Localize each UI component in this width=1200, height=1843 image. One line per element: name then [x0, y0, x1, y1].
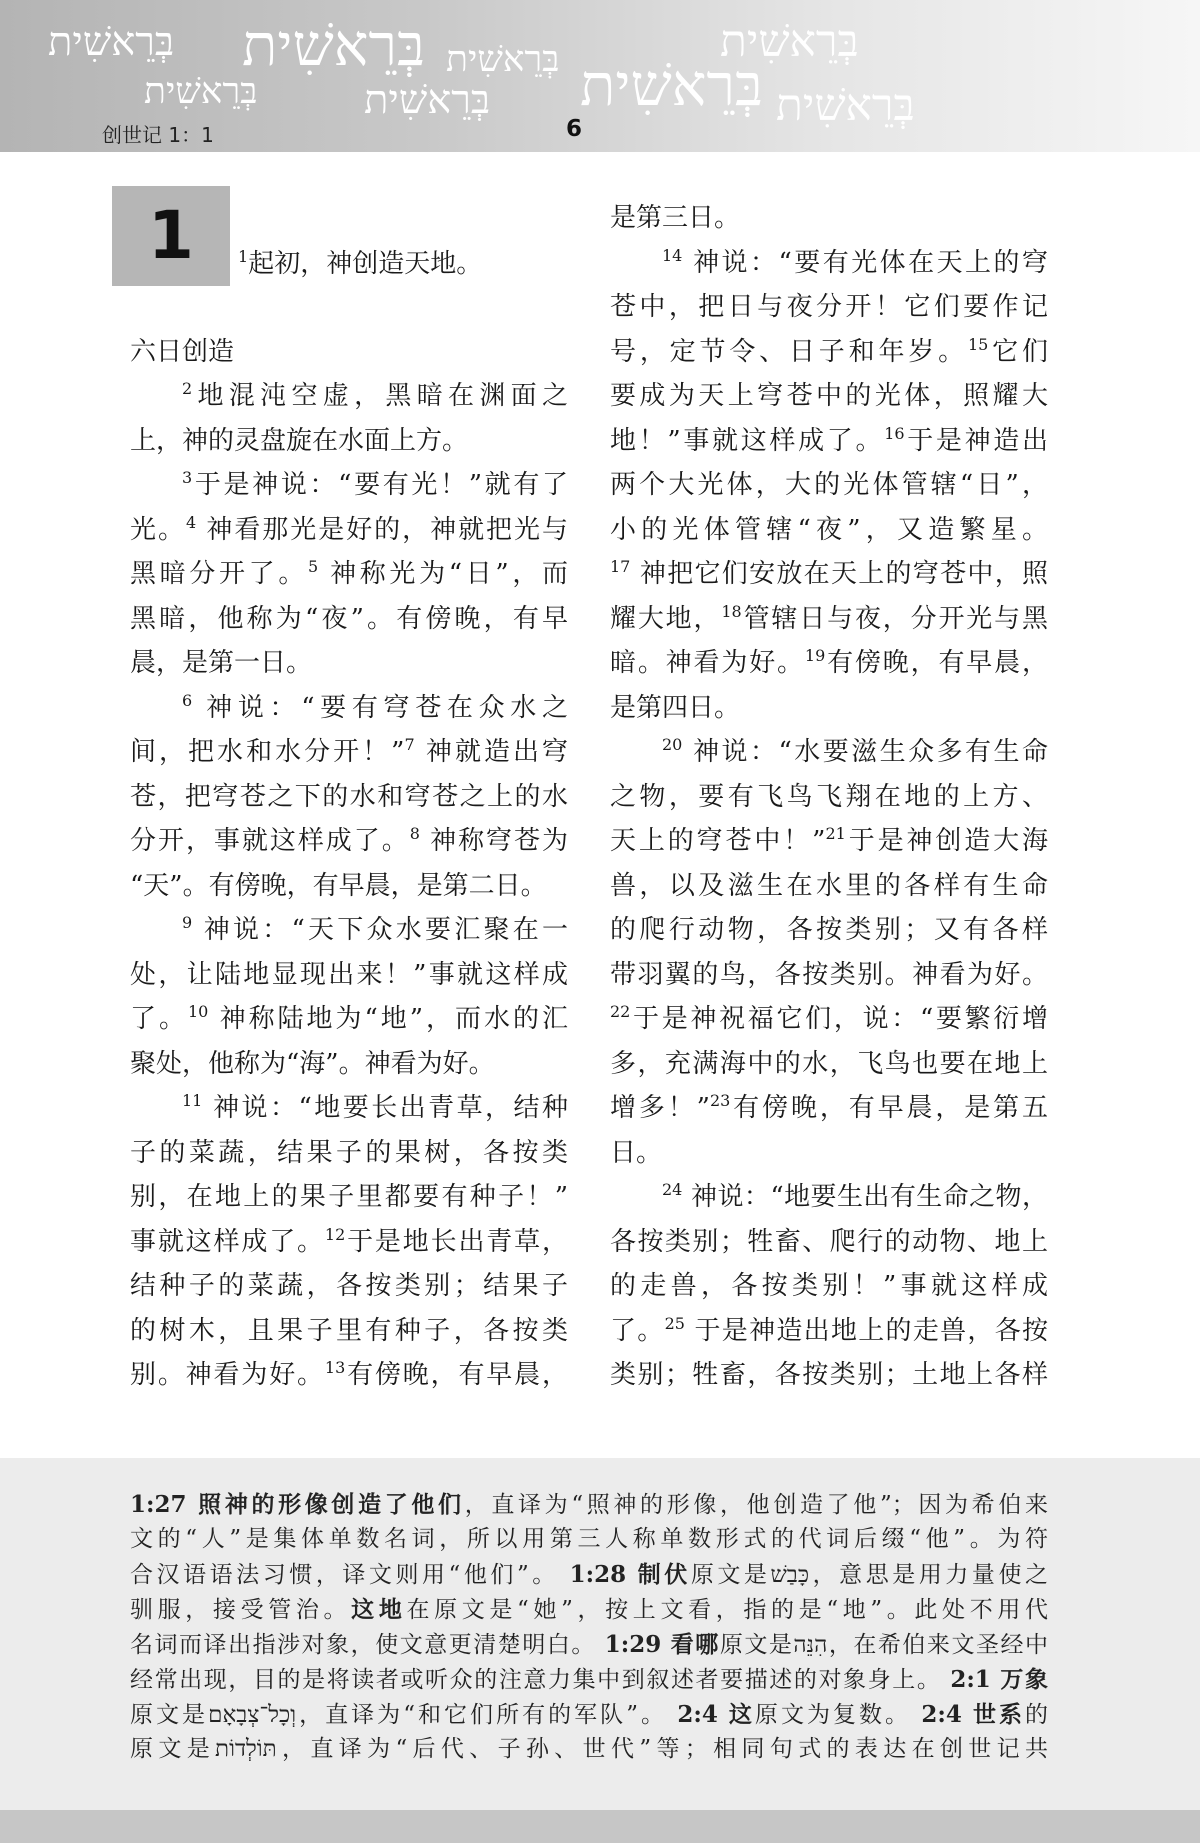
footnote-line	[130, 1735, 1048, 1764]
text-run: 神称光为“日”，而	[318, 559, 568, 589]
text-line	[130, 825, 568, 857]
text-run: 原文是	[130, 1702, 209, 1728]
text-run: “天”。有傍晚，有早晨，是第二日。	[130, 870, 547, 901]
text-run: 于是神说：“要有光！”就有了	[192, 470, 568, 500]
text-run: 兽，以及滋生在水里的各样有生命	[610, 870, 1048, 901]
text-line	[610, 959, 1048, 991]
text-line	[182, 692, 568, 724]
text-run: 了。	[610, 1315, 665, 1346]
text-line	[130, 1003, 568, 1035]
text-line	[130, 558, 568, 590]
text-line	[130, 959, 568, 991]
text-run: 神说：“水要滋生众多有生命	[682, 737, 1048, 767]
text-run: 经常出现，目的是将读者或听众的注意力集中到叙述者要描述的对象身上。	[130, 1667, 951, 1693]
text-run: 光。	[130, 514, 186, 545]
verse-number: 5	[307, 557, 319, 576]
text-run: 各按类别；牲畜、爬行的动物、地上	[610, 1226, 1048, 1257]
verse-number: 22	[610, 1002, 631, 1021]
verse-number: 25	[664, 1313, 685, 1333]
text-run: 原文为复数。	[754, 1702, 922, 1728]
text-run: 有傍晚，有早晨，是第五	[730, 1093, 1048, 1123]
verse-1-line	[238, 248, 482, 280]
verse-number: 8	[409, 824, 420, 843]
text-run: 类别；牲畜，各按类别；土地上各样	[610, 1360, 1048, 1390]
header-hebrew-word: בְּרֵאשִׁית	[580, 51, 763, 119]
header-hebrew-word: בְּרֵאשִׁית	[48, 19, 175, 65]
text-run: 神看那光是好的，神就把光与	[196, 514, 568, 545]
text-run: 原文是	[690, 1562, 771, 1588]
text-line	[130, 1226, 568, 1258]
text-run: 别。神看为好。	[130, 1360, 325, 1390]
text-run: 神说：“要有光体在天上的穹	[682, 247, 1048, 278]
hebrew-term: הִנֵּה	[793, 1632, 828, 1658]
text-line	[610, 425, 1048, 457]
text-line	[130, 781, 568, 813]
text-run: 聚处，他称为“海”。神看为好。	[130, 1048, 495, 1079]
text-line	[610, 781, 1048, 813]
hebrew-term: כָּבַשׁ	[770, 1562, 810, 1588]
verse-number: 16	[884, 423, 905, 443]
chapter-number: 1	[148, 197, 194, 274]
verse-number: 14	[662, 245, 683, 265]
text-line	[130, 1181, 568, 1213]
footnote-line	[130, 1630, 1048, 1659]
text-line	[610, 1092, 1048, 1124]
text-line	[610, 1270, 1048, 1302]
header-hebrew-word: בְּרֵאשִׁית	[242, 11, 425, 79]
text-line	[610, 870, 1048, 902]
text-run: 晨，是第一日。	[130, 648, 313, 678]
text-run: 日。	[610, 1137, 663, 1168]
text-line	[182, 469, 568, 501]
header-hebrew-word: בְּרֵאשִׁית	[720, 16, 859, 67]
verse-number: 3	[182, 468, 193, 487]
text-run: 苍中，把日与夜分开！它们要作记	[610, 292, 1048, 322]
text-line	[610, 202, 1048, 234]
verse-number: 21	[825, 824, 846, 843]
text-run: 小的光体管辖“夜”，又造繁星。	[610, 514, 1048, 545]
footnote-line	[130, 1490, 1048, 1519]
text-line	[610, 603, 1048, 635]
text-line	[182, 914, 568, 946]
text-line	[130, 870, 568, 902]
text-run: 的爬行动物，各按类别；又有各样	[610, 915, 1048, 945]
footnotes-panel	[0, 1458, 1200, 1810]
verse-number: 24	[662, 1180, 683, 1199]
text-run: 黑暗分开了。	[130, 559, 308, 589]
text-run: 别，在地上的果子里都要有种子！”	[130, 1182, 568, 1212]
text-run: 暗。神看为好。	[610, 648, 805, 678]
text-line	[662, 1181, 1048, 1213]
text-run: ，在希伯来文圣经中	[827, 1632, 1049, 1658]
text-line	[130, 1137, 568, 1169]
text-run: 子的菜蔬，结果子的果树，各按类	[130, 1137, 568, 1168]
chapter-number-box	[112, 186, 230, 286]
text-line	[610, 336, 1048, 368]
text-run: 于是神创造大海	[845, 826, 1048, 856]
footnote-reference: 1:28 制伏	[569, 1561, 691, 1588]
verse-number: 7	[404, 735, 415, 754]
page-number: 6	[566, 116, 583, 142]
text-run: 是第三日。	[610, 203, 741, 233]
text-run: 神说：“地要长出青草，结种	[202, 1093, 568, 1123]
text-run: 上，神的灵盘旋在水面上方。	[130, 425, 469, 456]
text-line	[130, 1270, 568, 1302]
text-run: 神说：“天下众水要汇聚在一	[192, 915, 568, 945]
text-run: ，意思是用力量使之	[809, 1562, 1049, 1588]
text-line	[130, 603, 568, 635]
text-run: 驯服，接受管治。	[130, 1597, 352, 1623]
text-run: 了。	[130, 1004, 188, 1034]
text-run: 结种子的菜蔬，各按类别；结果子	[130, 1271, 568, 1301]
text-run: 地！”事就这样成了。	[610, 425, 885, 456]
text-run: 管辖日与夜，分开光与黑	[741, 603, 1048, 634]
text-run: 文的“人”是集体单数名词，所以用第三人称单数形式的代词后缀“他”。为符	[130, 1526, 1048, 1552]
text-run: 在原文是“她”，按上文看，指的是“地”。此处不用代	[406, 1597, 1048, 1623]
text-line	[610, 825, 1048, 857]
verse-number: 1	[238, 247, 249, 266]
text-run: 黑暗，他称为“夜”。有傍晚，有早	[130, 603, 568, 634]
text-line	[130, 647, 568, 679]
text-line	[610, 1048, 1048, 1080]
verse-number: 15	[967, 334, 989, 354]
verse-number: 17	[610, 557, 631, 576]
text-line	[130, 514, 568, 546]
footnote-line	[130, 1665, 1048, 1694]
text-run: 的走兽，各按类别！”事就这样成	[610, 1271, 1048, 1301]
text-run: 神说：“地要生出有生命之物，	[682, 1182, 1048, 1212]
verse-number: 11	[182, 1091, 203, 1110]
text-line	[610, 647, 1048, 679]
footnote-line	[130, 1700, 1048, 1729]
header-hebrew-word: בְּרֵאשִׁית	[144, 71, 258, 112]
text-run: 神就造出穹	[414, 737, 568, 767]
text-run: 的树木，且果子里有种子，各按类	[130, 1315, 568, 1346]
verse-number: 9	[182, 913, 193, 932]
text-line	[610, 1359, 1048, 1391]
text-run: 苍，把穹苍之下的水和穹苍之上的水	[130, 781, 568, 812]
footnote-reference: 2:1 万象	[950, 1666, 1048, 1693]
text-run: 神称陆地为“地”，而水的汇	[208, 1004, 568, 1034]
verse-number: 12	[324, 1224, 346, 1244]
verse-number: 19	[804, 646, 826, 665]
text-run: 耀大地，	[610, 603, 722, 634]
page-header	[0, 0, 1200, 152]
section-heading: 六日创造	[130, 337, 235, 367]
text-run: ，直译为“照神的形像，他创造了他”；因为希伯来	[464, 1492, 1048, 1518]
text-line	[610, 514, 1048, 546]
text-run: ，直译为“和它们所有的军队”。	[296, 1702, 678, 1728]
text-line	[610, 914, 1048, 946]
text-line	[610, 692, 1048, 724]
hebrew-term: תּוֹלְדוֹת	[215, 1736, 277, 1762]
text-line	[610, 1226, 1048, 1258]
verse-number: 20	[662, 735, 683, 754]
text-line	[610, 1137, 1048, 1169]
text-run: 于是地长出青草，	[345, 1226, 568, 1257]
text-run: 于是神造出	[904, 425, 1048, 456]
text-run: 处，让陆地显现出来！”事就这样成	[130, 959, 568, 990]
text-run: 是第四日。	[610, 692, 741, 723]
text-run: 它们	[988, 336, 1048, 367]
text-run: 带羽翼的鸟，各按类别。神看为好。	[610, 959, 1048, 990]
text-run: 合汉语语法习惯，译文则用“他们”。	[130, 1562, 570, 1588]
text-run: 神把它们安放在天上的穹苍中，照	[630, 559, 1048, 589]
text-run: 有傍晚，有早晨，	[345, 1360, 568, 1390]
text-run: 的	[1025, 1702, 1049, 1728]
text-line	[610, 291, 1048, 323]
text-run: 神称穹苍为	[419, 826, 568, 856]
footnote-line	[130, 1525, 1048, 1554]
text-line	[182, 380, 568, 412]
text-run: 有傍晚，有早晨，	[825, 648, 1048, 678]
text-run: 天上的穹苍中！”	[610, 826, 826, 856]
text-run: 名词而译出指涉对象，使文意更清楚明白。	[130, 1632, 605, 1658]
text-run: 之物，要有飞鸟飞翔在地的上方、	[610, 781, 1048, 812]
header-hebrew-word: בְּרֵאשִׁית	[446, 39, 560, 80]
verse-number: 10	[187, 1002, 209, 1021]
text-line	[662, 247, 1048, 279]
text-run: 原文是	[130, 1736, 216, 1762]
text-line	[182, 1092, 568, 1124]
text-line	[662, 736, 1048, 768]
text-run: 增多！”	[610, 1093, 710, 1123]
text-run: ，直译为“后代、子孙、世代”等；相同句式的表达在创世记共	[276, 1736, 1048, 1762]
text-run: 于是神造出地上的走兽，各按	[684, 1315, 1048, 1346]
text-line	[610, 380, 1048, 412]
text-run: 事就这样成了。	[130, 1226, 325, 1257]
bottom-band	[0, 1810, 1200, 1843]
text-line	[130, 1048, 568, 1080]
footnote-reference: 这地	[351, 1596, 407, 1623]
text-run: 间，把水和水分开！”	[130, 737, 405, 767]
verse-number: 13	[324, 1358, 346, 1377]
verse-text: 起初，神创造天地。	[248, 249, 483, 279]
footnote-reference: 1:27 照神的形像创造了他们	[130, 1491, 465, 1518]
verse-number: 2	[182, 379, 193, 398]
verse-number: 6	[182, 690, 193, 710]
text-line	[130, 425, 568, 457]
text-run: 要成为天上穹苍中的光体，照耀大	[610, 381, 1048, 411]
text-run: 原文是	[719, 1632, 794, 1658]
text-line	[130, 1315, 568, 1347]
footnote-line	[130, 1560, 1048, 1589]
text-line	[610, 469, 1048, 501]
text-run: 多，充满海中的水，飞鸟也要在地上	[610, 1048, 1048, 1079]
text-line	[610, 1003, 1048, 1035]
text-line	[610, 1315, 1048, 1347]
verse-number: 18	[721, 601, 742, 621]
text-run: 分开，事就这样成了。	[130, 826, 410, 856]
text-line	[130, 1359, 568, 1391]
verse-number: 4	[185, 512, 197, 532]
footnote-reference: 1:29 看哪	[604, 1631, 720, 1658]
verse-number: 23	[709, 1091, 731, 1110]
text-run: 于是神祝福它们，说：“要繁衍增	[630, 1004, 1048, 1034]
text-line	[130, 736, 568, 768]
header-hebrew-word: בְּרֵאשִׁית	[364, 77, 491, 123]
text-run: 号，定节令、日子和年岁。	[610, 336, 968, 367]
text-line	[610, 558, 1048, 590]
running-head: 创世记 1：1	[102, 123, 214, 147]
footnote-reference: 2:4 这	[677, 1701, 755, 1728]
text-run: 两个大光体，大的光体管辖“日”，	[610, 470, 1048, 500]
hebrew-term: וְכָל־צְבָאָם	[208, 1702, 297, 1728]
text-run: 神说：“要有穹苍在众水之	[192, 692, 568, 723]
header-hebrew-word: בְּרֵאשִׁית	[776, 80, 915, 131]
text-run: 地混沌空虚，黑暗在渊面之	[192, 381, 568, 411]
footnote-line	[130, 1595, 1048, 1624]
footnote-reference: 2:4 世系	[921, 1701, 1026, 1728]
